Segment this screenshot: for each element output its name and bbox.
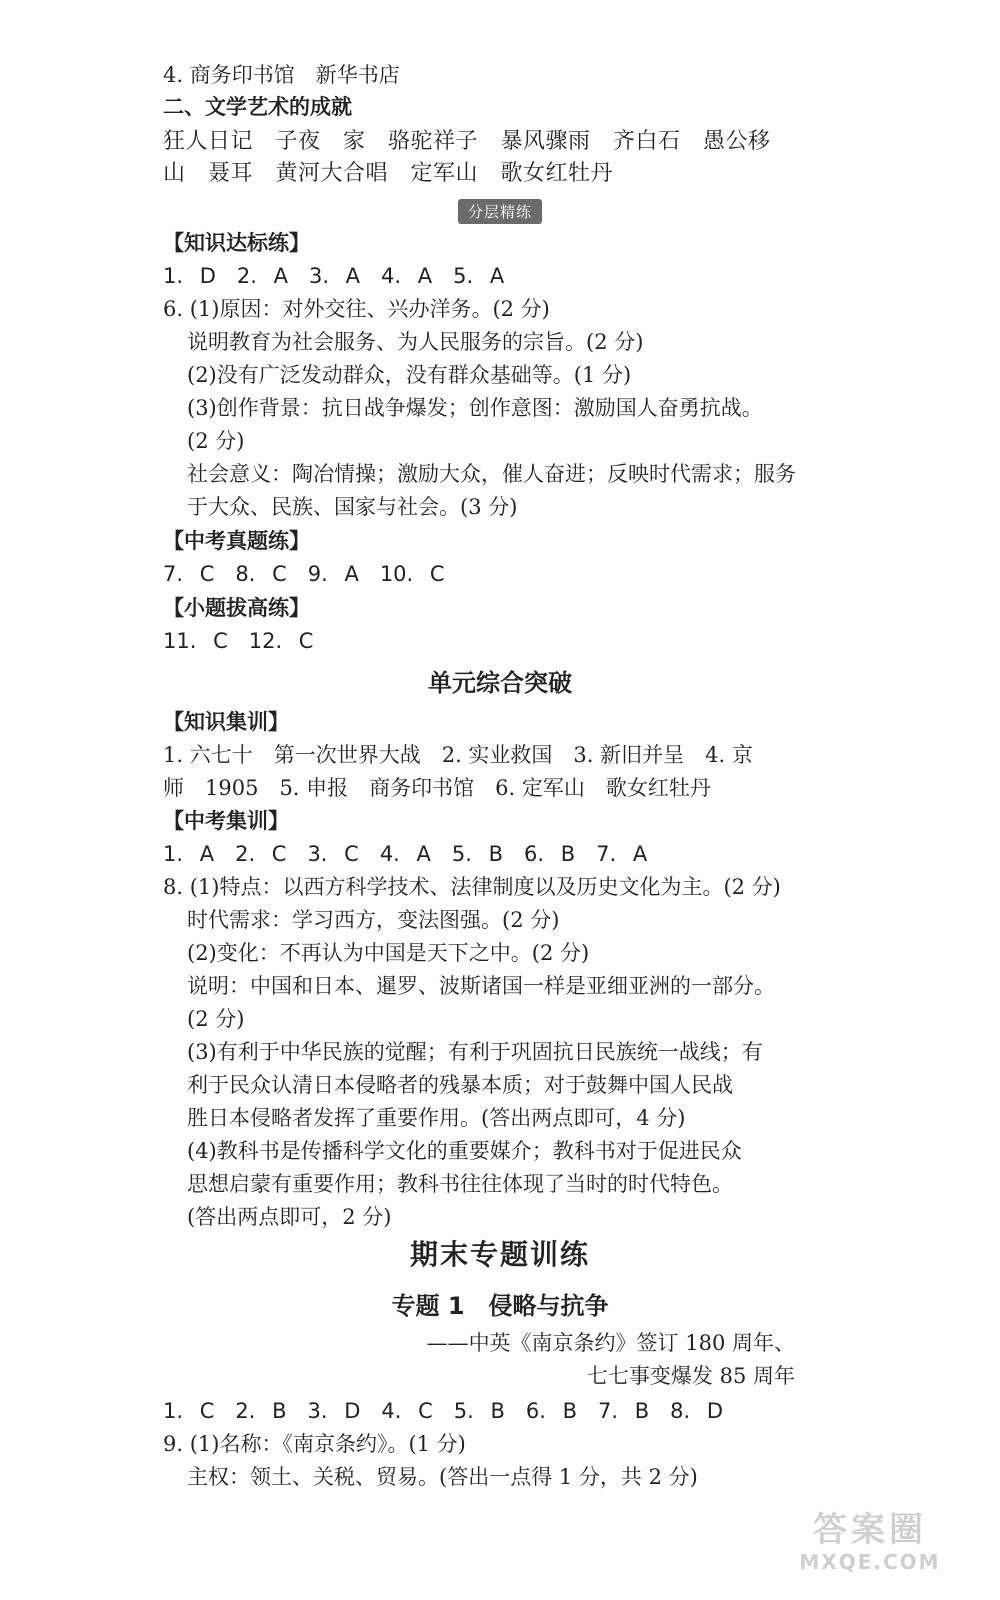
answer-line: 胜日本侵略者发挥了重要作用。(答出两点即可，4 分) [187,1106,686,1130]
answer-line: 主权：领土、关税、贸易。(答出一点得 1 分，共 2 分) [187,1465,698,1489]
answer-line: 4. 商务印书馆 新华书店 [163,63,400,87]
topic-subtitle: 七七事变爆发 85 周年 [586,1364,795,1388]
answer-line: 说明：中国和日本、暹罗、波斯诸国一样是亚细亚洲的一部分。 [187,974,775,998]
subsection-title: 【中考真题练】 [163,529,310,553]
answer-line: 7. C 8. C 9. A 10. C [163,562,445,586]
answer-line: 9. (1)名称：《南京条约》。(1 分) [163,1432,466,1456]
section-heading: 单元综合突破 [428,669,572,697]
answer-line: 6. (1)原因：对外交往、兴办洋务。(2 分) [163,297,550,321]
answer-line: 11. C 12. C [163,629,314,653]
subsection-title: 【小题拔高练】 [163,596,310,620]
watermark-text: 答案圈 [813,1510,927,1550]
answer-line: (2 分) [187,1007,245,1031]
answer-line: 于大众、民族、国家与社会。(3 分) [187,495,518,519]
topic-heading: 专题 1 侵略与抗争 [391,1292,609,1320]
answer-line: 8. (1)特点：以西方科学技术、法律制度以及历史文化为主。(2 分) [163,875,781,899]
answer-line: (2)变化：不再认为中国是天下之中。(2 分) [187,941,590,965]
topic-subtitle: ——中英《南京条约》签订 180 周年、 [426,1331,795,1355]
watermark-url: MXQE.COM [799,1550,941,1574]
section-badge-row [0,199,1000,224]
answer-line: (答出两点即可，2 分) [187,1205,392,1229]
answer-line: 狂人日记 子夜 家 骆驼祥子 暴风骤雨 齐白石 愚公移 [163,129,771,154]
answer-line: 1. A 2. C 3. C 4. A 5. B 6. B 7. A [163,842,648,866]
watermark-logo [770,1510,970,1580]
subsection-title: 【中考集训】 [163,809,289,833]
chapter-heading: 期末专题训练 [409,1238,590,1271]
answer-line: 1. 六七十 第一次世界大战 2. 实业救国 3. 新旧并呈 4. 京 [163,743,753,767]
section-badge: 分层精练 [458,199,542,224]
answer-line: 1. C 2. B 3. D 4. C 5. B 6. B 7. B 8. D [163,1399,723,1423]
answer-line: (2 分) [187,429,245,453]
answer-line: 社会意义：陶冶情操；激励大众，催人奋进；反映时代需求；服务 [187,462,796,486]
answer-line: (3)创作背景：抗日战争爆发；创作意图：激励国人奋勇抗战。 [187,396,763,420]
subsection-title: 【知识集训】 [163,710,289,734]
answer-line: 说明教育为社会服务、为人民服务的宗旨。(2 分) [187,330,644,354]
answer-line: 1. D 2. A 3. A 4. A 5. A [163,264,505,288]
answer-line: (4)教科书是传播科学文化的重要媒介；教科书对于促进民众 [187,1139,742,1163]
answer-line: (2)没有广泛发动群众，没有群众基础等。(1 分) [187,363,632,387]
answer-line: 思想启蒙有重要作用；教科书往往体现了当时的时代特色。 [187,1172,733,1196]
answer-line: 师 1905 5. 申报 商务印书馆 6. 定军山 歌女红牡丹 [163,776,711,800]
section-title: 二、文学艺术的成就 [163,95,352,119]
subsection-title: 【知识达标练】 [163,231,310,255]
answer-line: 利于民众认清日本侵略者的残暴本质；对于鼓舞中国人民战 [187,1073,733,1097]
answer-line: 时代需求：学习西方，变法图强。(2 分) [187,908,560,932]
answer-line: 山 聂耳 黄河大合唱 定军山 歌女红牡丹 [163,161,614,186]
answer-line: (3)有利于中华民族的觉醒；有利于巩固抗日民族统一战线；有 [187,1040,763,1064]
